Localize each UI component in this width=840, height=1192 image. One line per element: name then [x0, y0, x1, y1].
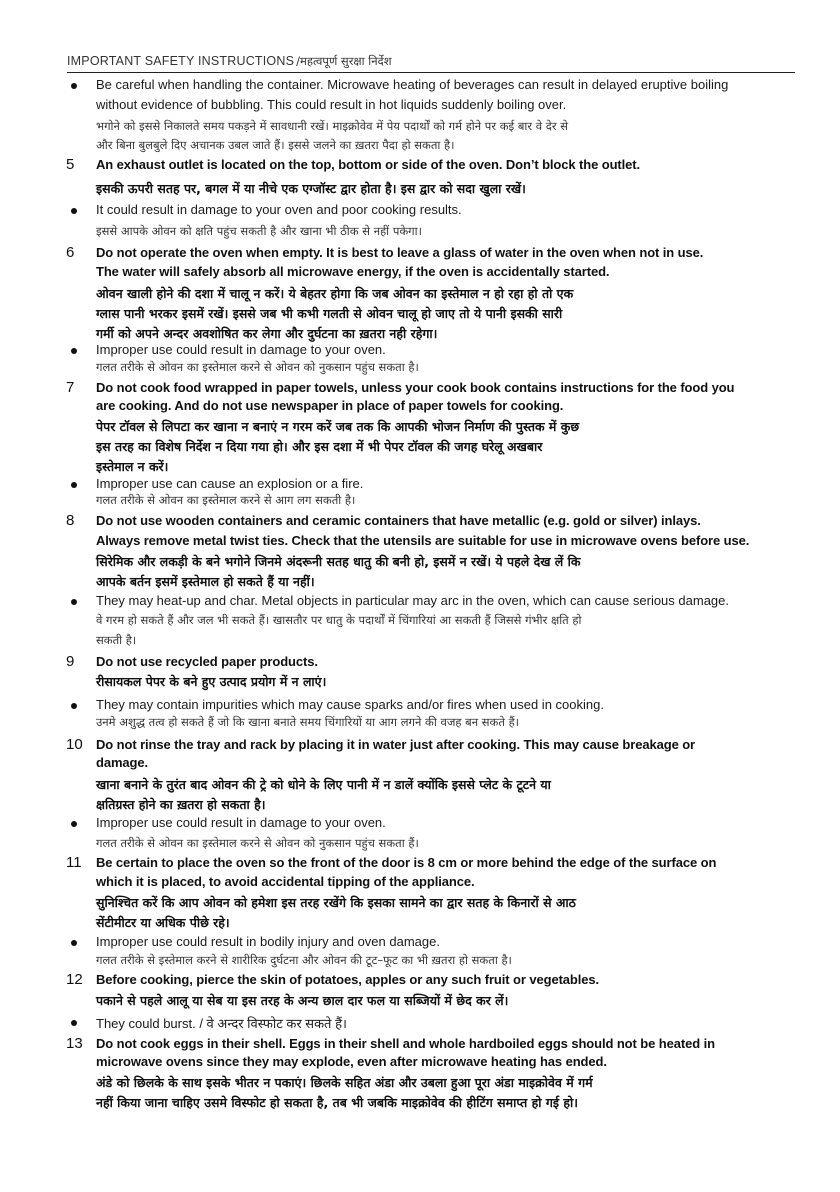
hindi-text-line: गलत तरीके से ओवन का इस्तेमाल करने से ओवन को नुकसान पहुंच सकता है। — [96, 360, 419, 374]
hindi-text-line: गलत तरीके से ओवन का इस्तेमाल करने से ओवन को नुकसान पहुंच सकता हैं। — [96, 836, 419, 850]
bullet-icon — [71, 703, 77, 709]
item-number: 13 — [66, 1035, 83, 1052]
bullet-icon — [71, 208, 77, 214]
bullet-icon — [71, 83, 77, 89]
english-text-line: Do not rinse the tray and rack by placing it in water just after cooking. This may cause breakage or — [96, 737, 696, 752]
english-text-line: Do not use recycled paper products. — [96, 654, 318, 669]
hindi-text-line: इसकी ऊपरी सतह पर, बगल में या नीचे एक एग्जॉस्ट द्वार होता है। इस द्वार को सदा खुला रखें। — [96, 181, 526, 196]
hindi-text-line: खाना बनाने के तुरंत बाद ओवन की ट्रे को धोने के लिए पानी में न डालें क्योंकि इससे प्लेट के टूटने या — [96, 777, 551, 792]
item-number: 7 — [66, 379, 75, 396]
item-number: 10 — [66, 736, 83, 753]
bullet-icon — [71, 348, 77, 354]
hindi-text-line: क्षतिग्रस्त होने का ख़तरा हो सकता है। — [96, 797, 266, 812]
english-text-line: damage. — [96, 755, 149, 770]
item-number: 5 — [66, 156, 75, 173]
section-header — [67, 50, 795, 73]
item-number: 8 — [66, 512, 75, 529]
english-text-line: microwave ovens since they may explode, even after microwave heating has ended. — [96, 1054, 607, 1069]
hindi-text-line: इस्तेमाल न करें। — [96, 459, 169, 474]
english-text-line: Be careful when handling the container. Microwave heating of beverages can result in delayed eruptive boiling — [96, 77, 729, 92]
english-text-line: Do not cook eggs in their shell. Eggs in their shell and whole hardboiled eggs should not be heated in — [96, 1036, 715, 1051]
bullet-icon — [71, 940, 77, 946]
english-text-line: Improper use can cause an explosion or a fire. — [96, 476, 364, 491]
hindi-text-line: गलत तरीके से ओवन का इस्तेमाल करने से आग लग सकती है। — [96, 493, 356, 507]
english-text-line: They may contain impurities which may cause sparks and/or fires when used in cooking. — [96, 697, 604, 712]
hindi-text-line: सेंटीमीटर या अधिक पीछे रहे। — [96, 915, 230, 930]
english-text-line: They may heat-up and char. Metal objects in particular may arc in the oven, which can cause serious damage. — [96, 593, 729, 608]
hindi-text-line: इस तरह का विशेष निर्देश न दिया गया हो। और इस दशा में भी पेपर टॉवल की जगह घरेलू अखबार — [96, 439, 543, 454]
hindi-text-line: अंडे को छिलके के साथ इसके भीतर न पकाएं। छिलके सहित अंडा और उबला हुआ पूरा अंडा माइक्रोवेव में गर्म — [96, 1075, 593, 1090]
english-text-line: The water will safely absorb all microwave energy, if the oven is accidentally started. — [96, 264, 610, 279]
hindi-text-line: नहीं किया जाना चाहिए उसमे विस्फोट हो सकता है, तब भी जबकि माइक्रोवेव की हीटिंग समाप्त हो गई हो। — [96, 1095, 579, 1110]
hindi-text-line: रीसायकल पेपर के बने हुए उत्पाद प्रयोग में न लाएं। — [96, 674, 327, 689]
hindi-text-line: पेपर टॉवल से लिपटा कर खाना न बनाएं न गरम करें जब तक कि आपकी भोजन निर्माण की पुस्तक में कुछ — [96, 419, 580, 434]
item-number: 12 — [66, 971, 83, 988]
hindi-text-line: पकाने से पहले आलू या सेब या इस तरह के अन्य छाल दार फल या सब्जियों में छेद कर लें। — [96, 993, 509, 1008]
english-text-line: It could result in damage to your oven and poor cooking results. — [96, 202, 462, 217]
bullet-icon — [71, 599, 77, 605]
hindi-text-line: भगोने को इससे निकालते समय पकड़ने में सावधानी रखें। माइक्रोवेव में पेय पदार्थों को गर्म होने पर कई बार वे देर से — [96, 119, 569, 133]
bullet-icon — [71, 1020, 77, 1026]
english-text-line: Do not use wooden containers and ceramic containers that have metallic (e.g. gold or silver) inlays. — [96, 513, 701, 528]
bullet-icon — [71, 482, 77, 488]
english-text-line: Be certain to place the oven so the front of the door is 8 cm or more behind the edge of the surface on — [96, 855, 717, 870]
hindi-text-line: सुनिश्चित करें कि आप ओवन को हमेशा इस तरह रखेंगे कि इसका सामने का द्वार सतह के किनारों से आठ — [96, 895, 576, 910]
english-text-line: Improper use could result in bodily injury and oven damage. — [96, 934, 440, 949]
english-text-line: They could burst. / वे अन्दर विस्फोट कर सकते हैं। — [96, 1016, 347, 1031]
hindi-text-line: सिरेमिक और लकड़ी के बने भगोने जिनमे अंदरूनी सतह धातु की बनी हो, इसमें न रखें। ये पहले देख लें कि — [96, 554, 581, 569]
hindi-text-line: उनमे अशुद्ध तत्व हो सकते हैं जो कि खाना बनाते समय चिंगारियों या आग लगने की वजह बन सकते हैं। — [96, 715, 520, 729]
english-text-line: which it is placed, to avoid accidental tipping of the appliance. — [96, 874, 475, 889]
header-title-hindi: /महत्वपूर्ण सुरक्षा निर्देश — [296, 54, 392, 68]
header-title: IMPORTANT SAFETY INSTRUCTIONS — [67, 54, 295, 68]
hindi-text-line: ग्लास पानी भरकर इसमें रखें। इससे जब भी कभी गलती से ओवन चालू हो जाए तो ये पानी इसकी सारी — [96, 306, 563, 321]
hindi-text-line: ओवन खाली होने की दशा में चालू न करें। ये बेहतर होगा कि जब ओवन का इस्तेमाल न हो रहा हो तो एक — [96, 286, 574, 301]
item-number: 11 — [66, 854, 82, 871]
hindi-text-line: गर्मी को अपने अन्दर अवशोषित कर लेगा और दुर्घटना का ख़तरा नही रहेगा। — [96, 326, 438, 341]
hindi-text-line: इससे आपके ओवन को क्षति पहुंच सकती है और खाना भी ठीक से नहीं पकेगा। — [96, 224, 422, 238]
item-number: 6 — [66, 244, 75, 261]
hindi-text-line: और बिना बुलबुले दिए अचानक उबल जाते हैं। इससे जलने का ख़तरा पैदा हो सकता है। — [96, 138, 455, 152]
english-text-line: An exhaust outlet is located on the top, bottom or side of the oven. Don’t block the outlet. — [96, 157, 641, 172]
english-text-line: without evidence of bubbling. This could result in hot liquids suddenly boiling over. — [96, 97, 567, 112]
english-text-line: Before cooking, pierce the skin of potatoes, apples or any such fruit or vegetables. — [96, 972, 600, 987]
item-number: 9 — [66, 653, 75, 670]
english-text-line: Always remove metal twist ties. Check that the utensils are suitable for use in microwave ovens before use. — [96, 533, 750, 548]
hindi-text-line: गलत तरीके से इस्तेमाल करने से शारीरिक दुर्घटना और ओवन की टूट–फूट का भी ख़तरा हो सकता है। — [96, 953, 512, 967]
hindi-text-line: आपके बर्तन इसमें इस्तेमाल हो सकते हैं या नहीं। — [96, 574, 315, 589]
hindi-text-line: सकती है। — [96, 633, 137, 647]
hindi-text-line: वे गरम हो सकते हैं और जल भी सकते हैं। खासतौर पर धातु के पदार्थों में चिंगारियां आ सकती हैं जिससे गंभीर क्षति हो — [96, 613, 582, 627]
english-text-line: are cooking. And do not use newspaper in place of paper towels for cooking. — [96, 398, 564, 413]
english-text-line: Do not cook food wrapped in paper towels, unless your cook book contains instructions for the food you — [96, 380, 735, 395]
english-text-line: Improper use could result in damage to your oven. — [96, 815, 386, 830]
english-text-line: Improper use could result in damage to your oven. — [96, 342, 386, 357]
english-text-line: Do not operate the oven when empty. It is best to leave a glass of water in the oven when not in use. — [96, 245, 704, 260]
bullet-icon — [71, 821, 77, 827]
